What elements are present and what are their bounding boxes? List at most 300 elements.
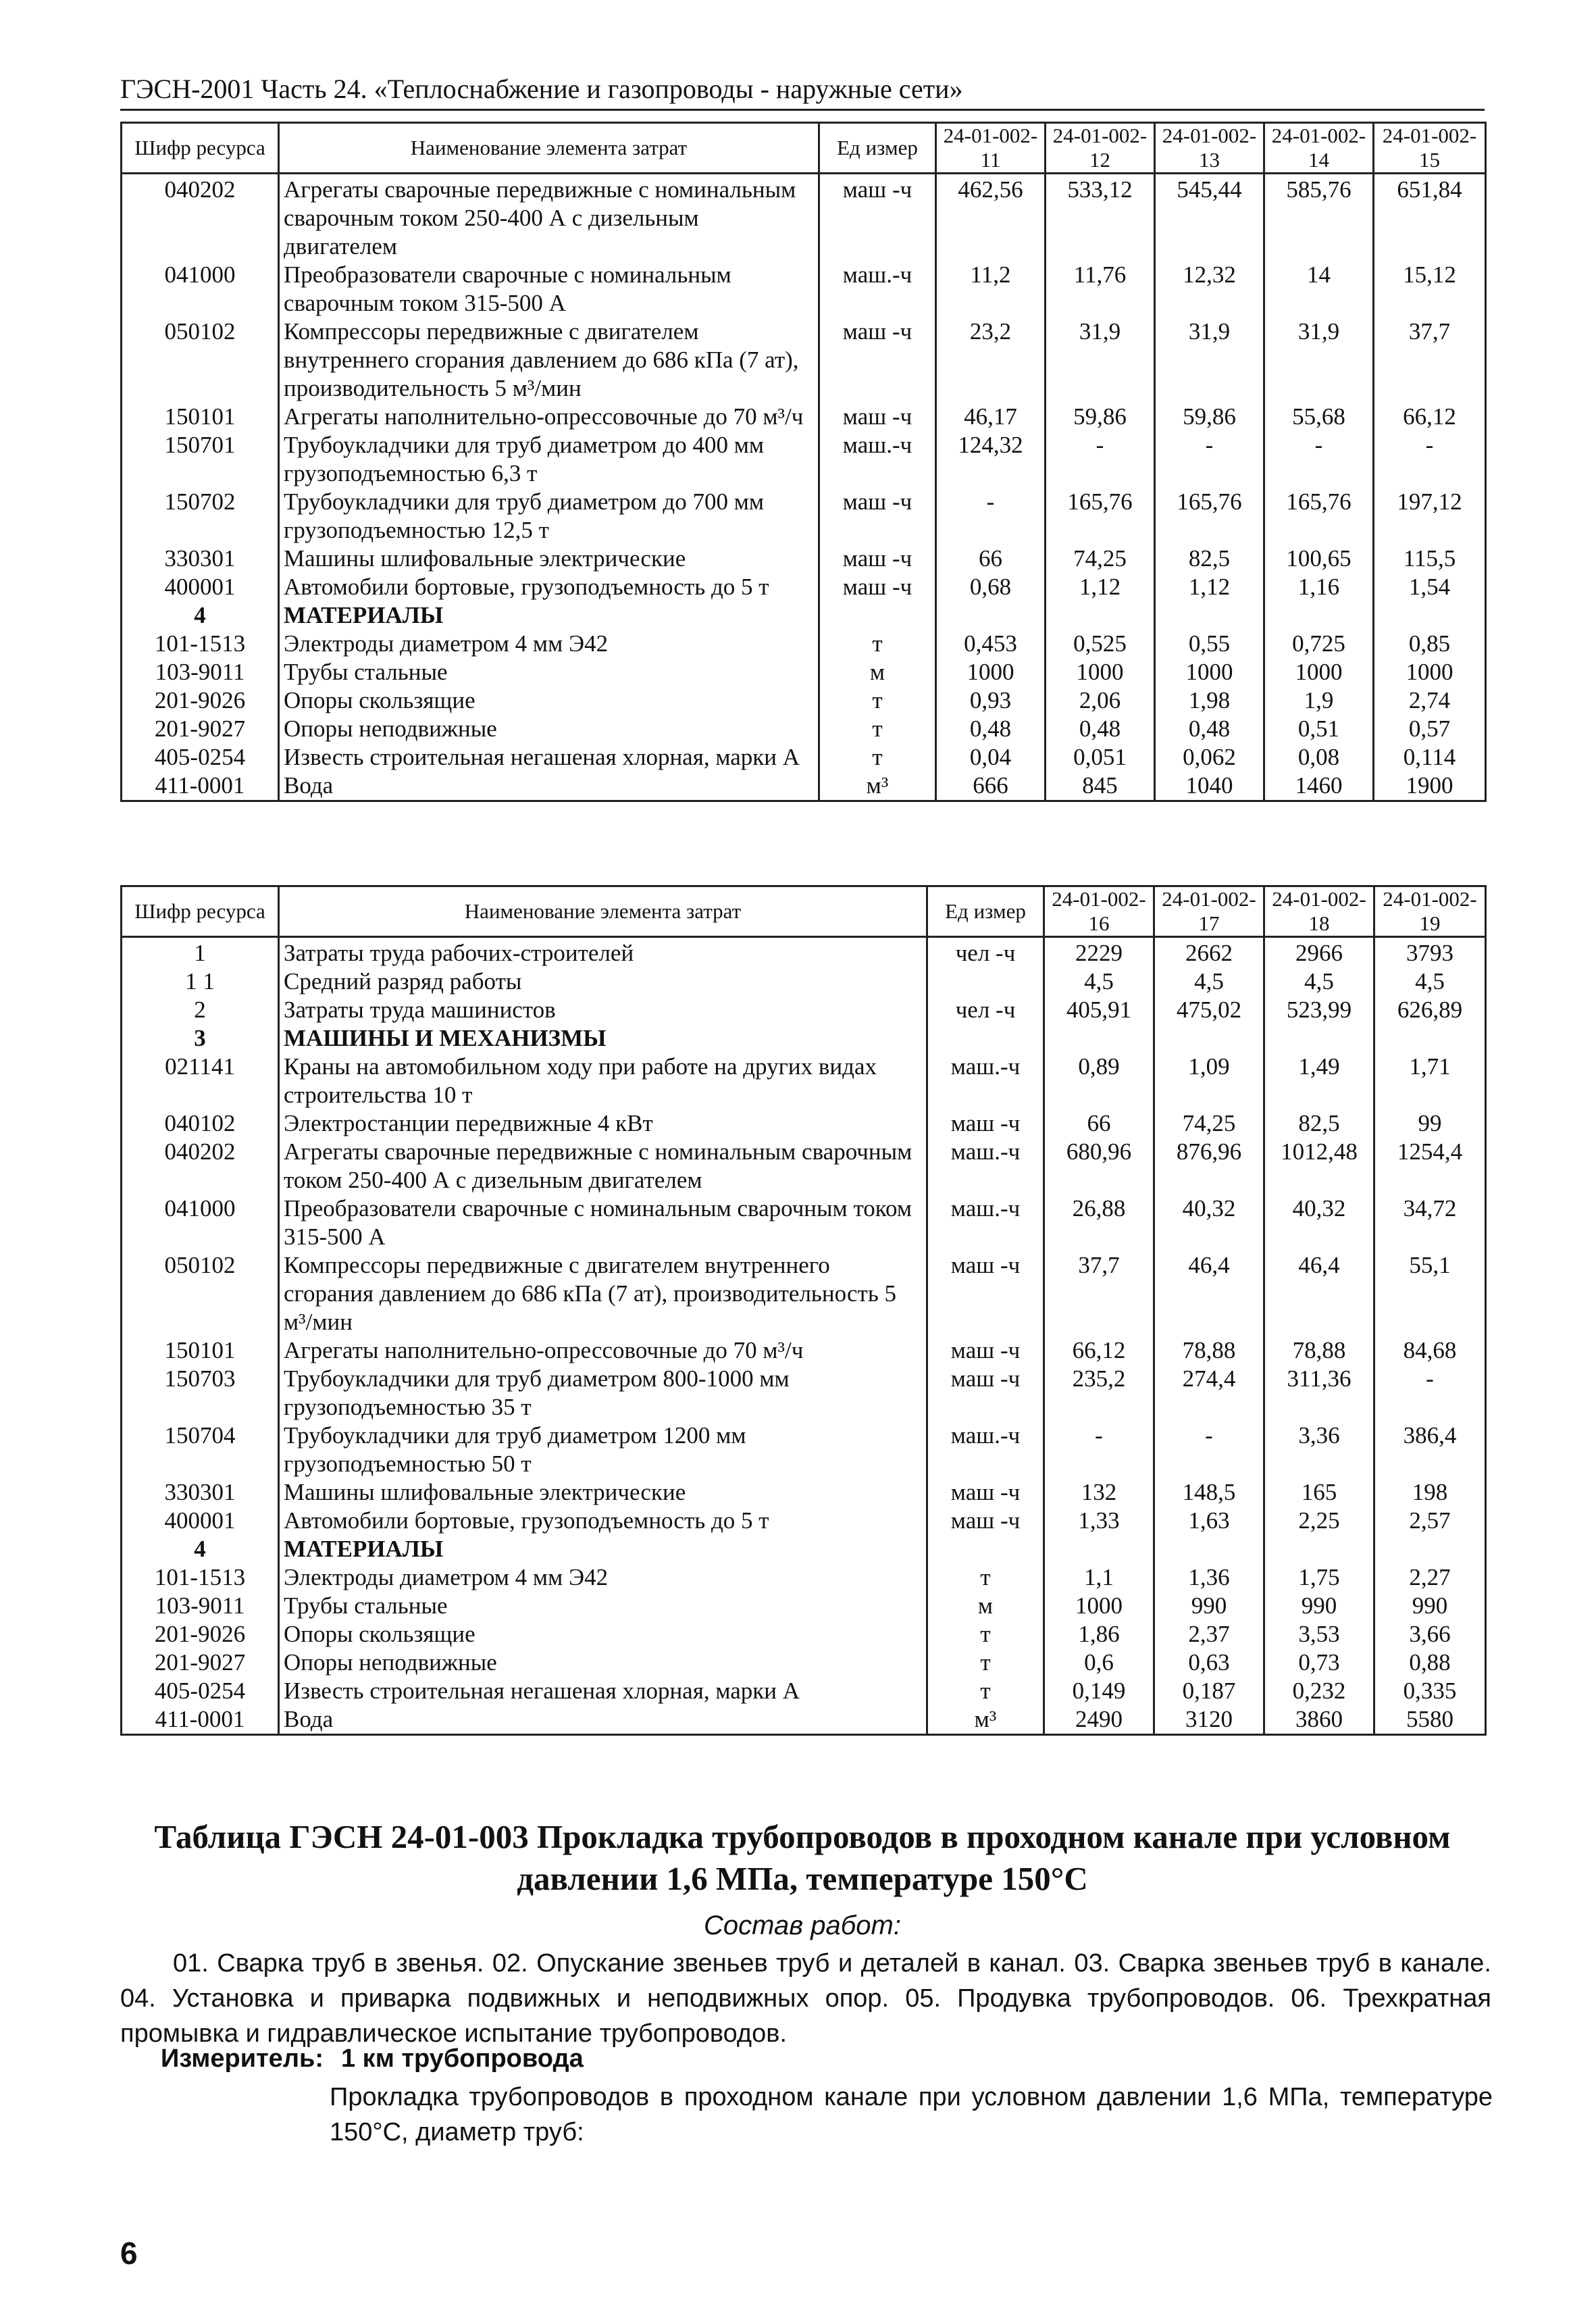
resource-code: 050102 [122,1251,279,1336]
value-cell: 990 [1264,1592,1374,1620]
value-cell: 37,7 [1374,318,1486,403]
table1-header [122,123,1486,174]
value-cell: 66,12 [1374,403,1486,431]
table-row [122,1053,1486,1109]
value-cell: 4,5 [1374,967,1486,996]
value-cell: 1,12 [1155,573,1264,601]
resource-name: Затраты труда рабочих-строителей [279,937,927,968]
section-heading: МАШИНЫ И МЕХАНИЗМЫ [279,1024,927,1053]
value-cell: 148,5 [1154,1478,1264,1507]
header-col: 24-01-002-18 [1264,886,1374,937]
value-cell: 82,5 [1155,545,1264,573]
table-row [122,1592,1486,1620]
value-cell [1374,1535,1486,1563]
value-cell: 651,84 [1374,174,1486,261]
value-cell: 1,36 [1154,1563,1264,1592]
resource-code: 150704 [122,1422,279,1478]
resource-name: Преобразователи сварочные с номинальным сварочным током 315-500 А [279,1194,927,1251]
value-cell: 4,5 [1264,967,1374,996]
unit-cell: маш.-ч [819,261,936,318]
resource-name: Трубоукладчики для труб диаметром до 700 мм грузоподъемностью 12,5 т [279,488,819,545]
unit-cell: маш.-ч [927,1194,1044,1251]
value-cell: 0,232 [1264,1677,1374,1705]
value-cell [1264,601,1374,630]
value-cell: 99 [1374,1109,1486,1138]
resource-name: Затраты труда машинистов [279,996,927,1024]
resource-code: 103-9011 [122,1592,279,1620]
value-cell: 0,68 [936,573,1046,601]
value-cell: 2966 [1264,937,1374,968]
table-row [122,772,1486,801]
value-cell: 34,72 [1374,1194,1486,1251]
value-cell: 235,2 [1044,1365,1154,1422]
value-cell: 1000 [1155,658,1264,686]
table-row [122,686,1486,715]
value-cell: 82,5 [1264,1109,1374,1138]
resource-code: 040202 [122,174,279,261]
value-cell: 0,88 [1374,1649,1486,1677]
value-cell: 197,12 [1374,488,1486,545]
unit-cell: маш.-ч [819,431,936,488]
value-cell: 990 [1374,1592,1486,1620]
table-row [122,545,1486,573]
resource-name: Трубоукладчики для труб диаметром 1200 мм грузоподъемностью 50 т [279,1422,927,1478]
resource-name: Средний разряд работы [279,967,927,996]
value-cell [936,601,1046,630]
table-row [122,1507,1486,1535]
header-code: Шифр ресурса [122,886,279,937]
header-col: 24-01-002-13 [1155,123,1264,174]
resource-name: Трубы стальные [279,658,819,686]
page-header: ГЭСН-2001 Часть 24. «Теплоснабжение и газопроводы - наружные сети» [120,73,1485,111]
value-cell: 59,86 [1155,403,1264,431]
unit-cell [927,1535,1044,1563]
section-row [122,1535,1486,1563]
unit-cell: маш -ч [819,573,936,601]
value-cell: 0,062 [1155,743,1264,772]
resource-name: Автомобили бортовые, грузоподъемность до 5 т [279,573,819,601]
table-row [122,1194,1486,1251]
value-cell: 1,9 [1264,686,1374,715]
section-title: Таблица ГЭСН 24-01-003 Прокладка трубопроводов в проходном канале при условном давлении 1,6 МПа, температуре 150°С [154,1818,1451,1897]
unit-cell: маш -ч [819,488,936,545]
value-cell: 1900 [1374,772,1486,801]
resource-name: Электроды диаметром 4 мм Э42 [279,630,819,658]
value-cell: 66 [936,545,1046,573]
measure-value: 1 км трубопровода [340,2044,584,2073]
unit-cell: м [819,658,936,686]
measure-line [161,2044,584,2073]
value-cell: 0,525 [1046,630,1155,658]
value-cell: 46,4 [1154,1251,1264,1336]
section-row [122,1024,1486,1053]
value-cell: 523,99 [1264,996,1374,1024]
value-cell: 626,89 [1374,996,1486,1024]
unit-cell: маш -ч [819,318,936,403]
value-cell: 666 [936,772,1046,801]
resource-code: 050102 [122,318,279,403]
value-cell: 1,1 [1044,1563,1154,1592]
unit-cell: маш.-ч [927,1053,1044,1109]
value-cell: 990 [1154,1592,1264,1620]
unit-cell: т [819,686,936,715]
value-cell: 2,06 [1046,686,1155,715]
resource-name: Трубоукладчики для труб диаметром до 400 мм грузоподъемностью 6,3 т [279,431,819,488]
table1-body [122,174,1486,801]
resource-name: Электростанции передвижные 4 кВт [279,1109,927,1138]
value-cell: 55,68 [1264,403,1374,431]
value-cell: 1000 [1046,658,1155,686]
unit-cell: маш -ч [927,1251,1044,1336]
value-cell: 1012,48 [1264,1138,1374,1194]
resource-code: 3 [122,1024,279,1053]
table-row [122,1138,1486,1194]
value-cell: 55,1 [1374,1251,1486,1336]
value-cell: 0,73 [1264,1649,1374,1677]
value-cell: 165,76 [1264,488,1374,545]
value-cell: 100,65 [1264,545,1374,573]
value-cell: 0,6 [1044,1649,1154,1677]
value-cell: 11,76 [1046,261,1155,318]
value-cell: 4,5 [1044,967,1154,996]
value-cell: 0,08 [1264,743,1374,772]
value-cell: 1,71 [1374,1053,1486,1109]
value-cell: 1,75 [1264,1563,1374,1592]
header-col: 24-01-002-11 [936,123,1046,174]
section-heading: МАТЕРИАЛЫ [279,601,819,630]
value-cell: 0,48 [1155,715,1264,743]
value-cell: 23,2 [936,318,1046,403]
value-cell: 1,16 [1264,573,1374,601]
table-row [122,1109,1486,1138]
value-cell: 0,51 [1264,715,1374,743]
resource-name: Опоры неподвижные [279,1649,927,1677]
resource-name: Агрегаты сварочные передвижные с номинальным сварочным током 250-400 А с дизельным двигателем [279,174,819,261]
unit-cell: маш.-ч [927,1138,1044,1194]
header-unit: Ед измер [927,886,1044,937]
value-cell: - [1374,431,1486,488]
resource-name: Агрегаты сварочные передвижные с номинальным сварочным током 250-400 А с дизельным двигателем [279,1138,927,1194]
table-row [122,1422,1486,1478]
value-cell: 1254,4 [1374,1138,1486,1194]
value-cell: 274,4 [1154,1365,1264,1422]
table-row [122,630,1486,658]
value-cell [1374,601,1486,630]
value-cell: 37,7 [1044,1251,1154,1336]
resource-code: 041000 [122,1194,279,1251]
value-cell [1044,1535,1154,1563]
table2-header [122,886,1486,937]
value-cell: 31,9 [1155,318,1264,403]
table-row [122,1649,1486,1677]
resource-name: Опоры скользящие [279,686,819,715]
value-cell: 1,49 [1264,1053,1374,1109]
resource-name: Известь строительная негашеная хлорная, марки А [279,1677,927,1705]
value-cell: 405,91 [1044,996,1154,1024]
value-cell: 1460 [1264,772,1374,801]
value-cell: 46,4 [1264,1251,1374,1336]
value-cell: 1040 [1155,772,1264,801]
resource-name: Агрегаты наполнительно-опрессовочные до 70 м³/ч [279,1336,927,1365]
value-cell: 311,36 [1264,1365,1374,1422]
section-heading: МАТЕРИАЛЫ [279,1535,927,1563]
value-cell [1374,1024,1486,1053]
header-col: 24-01-002-14 [1264,123,1374,174]
resource-name: Автомобили бортовые, грузоподъемность до 5 т [279,1507,927,1535]
value-cell: - [936,488,1046,545]
unit-cell: т [927,1563,1044,1592]
works-text: 01. Сварка труб в звенья. 02. Опускание звеньев труб и деталей в канал. 03. Сварка звеньев труб в канале. 04. Установка и приварка подвижных и неподвижных опор. 05. Продувка трубопроводов. 06. Трехкратная промывка и гидравлическое испытание трубопроводов. [120,1949,1491,2048]
value-cell [1155,601,1264,630]
resource-code: 040102 [122,1109,279,1138]
table-row [122,488,1486,545]
table-row [122,658,1486,686]
resource-name: Известь строительная негашеная хлорная, марки А [279,743,819,772]
value-cell: 533,12 [1046,174,1155,261]
resource-code: 150101 [122,1336,279,1365]
resource-name: Опоры скользящие [279,1620,927,1649]
resource-code: 330301 [122,545,279,573]
unit-cell: маш -ч [927,1336,1044,1365]
table-row [122,1677,1486,1705]
table-row [122,174,1486,261]
table2-body [122,937,1486,1735]
section-row [122,601,1486,630]
header-unit: Ед измер [819,123,936,174]
resource-code: 405-0254 [122,1677,279,1705]
value-cell: 198 [1374,1478,1486,1507]
table-row [122,318,1486,403]
resource-name: Машины шлифовальные электрические [279,1478,927,1507]
resource-name: Электроды диаметром 4 мм Э42 [279,1563,927,1592]
value-cell: 74,25 [1154,1109,1264,1138]
value-cell: 3860 [1264,1705,1374,1735]
value-cell: 3,36 [1264,1422,1374,1478]
resource-code: 101-1513 [122,630,279,658]
unit-cell [927,967,1044,996]
resource-code: 041000 [122,261,279,318]
value-cell: 0,48 [1046,715,1155,743]
value-cell: 12,32 [1155,261,1264,318]
table-row [122,261,1486,318]
resource-name: Опоры неподвижные [279,715,819,743]
header-col: 24-01-002-16 [1044,886,1154,937]
value-cell: 0,89 [1044,1053,1154,1109]
resource-code: 021141 [122,1053,279,1109]
value-cell: 40,32 [1154,1194,1264,1251]
page-number: 6 [120,2236,138,2271]
unit-cell: маш -ч [819,545,936,573]
value-cell: 5580 [1374,1705,1486,1735]
value-cell: 3793 [1374,937,1486,968]
resource-code: 150101 [122,403,279,431]
unit-cell: маш -ч [819,174,936,261]
value-cell: 2,57 [1374,1507,1486,1535]
value-cell: 0,63 [1154,1649,1264,1677]
value-cell: 1000 [1264,658,1374,686]
value-cell [1154,1024,1264,1053]
value-cell: 1000 [936,658,1046,686]
value-cell: - [1046,431,1155,488]
header-col: 24-01-002-17 [1154,886,1264,937]
resource-code: 150703 [122,1365,279,1422]
value-cell: - [1044,1422,1154,1478]
value-cell: 0,93 [936,686,1046,715]
value-cell: 0,335 [1374,1677,1486,1705]
unit-cell: м [927,1592,1044,1620]
unit-cell: т [927,1649,1044,1677]
value-cell: 845 [1046,772,1155,801]
value-cell: - [1264,431,1374,488]
resource-name: Вода [279,772,819,801]
unit-cell: т [927,1620,1044,1649]
unit-cell [927,1024,1044,1053]
value-cell: 26,88 [1044,1194,1154,1251]
header-col: 24-01-002-19 [1374,886,1486,937]
header-name: Наименование элемента затрат [279,123,819,174]
value-cell: 31,9 [1046,318,1155,403]
value-cell: 3,66 [1374,1620,1486,1649]
value-cell: 3,53 [1264,1620,1374,1649]
header-name: Наименование элемента затрат [279,886,927,937]
unit-cell: чел -ч [927,937,1044,968]
value-cell: 2229 [1044,937,1154,968]
value-cell: 0,725 [1264,630,1374,658]
header-code: Шифр ресурса [122,123,279,174]
value-cell: 0,149 [1044,1677,1154,1705]
unit-cell: маш -ч [927,1507,1044,1535]
value-cell: 66,12 [1044,1336,1154,1365]
value-cell: 66 [1044,1109,1154,1138]
resource-table-1 [120,122,1487,802]
value-cell: 475,02 [1154,996,1264,1024]
value-cell: 59,86 [1046,403,1155,431]
value-cell: 115,5 [1374,545,1486,573]
table-row [122,1251,1486,1336]
table-row [122,403,1486,431]
measure-label: Измеритель: [161,2044,324,2073]
value-cell: 1,33 [1044,1507,1154,1535]
value-cell: - [1154,1422,1264,1478]
value-cell: 0,85 [1374,630,1486,658]
value-cell [1044,1024,1154,1053]
value-cell: 680,96 [1044,1138,1154,1194]
value-cell: 165,76 [1155,488,1264,545]
value-cell: 11,2 [936,261,1046,318]
value-cell: 1,63 [1154,1507,1264,1535]
resource-name: Машины шлифовальные электрические [279,545,819,573]
value-cell: 31,9 [1264,318,1374,403]
resource-name: Компрессоры передвижные с двигателем внутреннего сгорания давлением до 686 кПа (7 ат), производительность 5 м³/мин [279,1251,927,1336]
composition-label: Состав работ: [704,1911,901,1940]
table-row [122,937,1486,968]
unit-cell: м³ [819,772,936,801]
resource-name: Трубоукладчики для труб диаметром 800-1000 мм грузоподъемностью 35 т [279,1365,927,1422]
value-cell: 0,55 [1155,630,1264,658]
resource-code: 405-0254 [122,743,279,772]
resource-name: Вода [279,1705,927,1735]
unit-cell: т [819,743,936,772]
value-cell: 585,76 [1264,174,1374,261]
value-cell: 0,187 [1154,1677,1264,1705]
value-cell: 0,453 [936,630,1046,658]
value-cell: 386,4 [1374,1422,1486,1478]
resource-code: 400001 [122,573,279,601]
resource-code: 103-9011 [122,658,279,686]
value-cell: 3120 [1154,1705,1264,1735]
value-cell: 4,5 [1154,967,1264,996]
value-cell: 132 [1044,1478,1154,1507]
table-row [122,967,1486,996]
header-col: 24-01-002-12 [1046,123,1155,174]
resource-code: 411-0001 [122,772,279,801]
value-cell: 14 [1264,261,1374,318]
resource-code: 1 1 [122,967,279,996]
value-cell: 40,32 [1264,1194,1374,1251]
resource-name: Краны на автомобильном ходу при работе на других видах строительства 10 т [279,1053,927,1109]
table-row [122,1336,1486,1365]
value-cell: 1000 [1374,658,1486,686]
value-cell: 84,68 [1374,1336,1486,1365]
value-cell: 1,86 [1044,1620,1154,1649]
resource-code: 1 [122,937,279,968]
value-cell: 1,98 [1155,686,1264,715]
resource-code: 040202 [122,1138,279,1194]
resource-code: 4 [122,1535,279,1563]
value-cell: 1,12 [1046,573,1155,601]
resource-code: 2 [122,996,279,1024]
value-cell: 876,96 [1154,1138,1264,1194]
unit-cell: т [819,630,936,658]
resource-code: 400001 [122,1507,279,1535]
value-cell: 2,37 [1154,1620,1264,1649]
value-cell: 0,114 [1374,743,1486,772]
table-row [122,573,1486,601]
value-cell [1264,1535,1374,1563]
resource-code: 201-9026 [122,1620,279,1649]
value-cell: 0,48 [936,715,1046,743]
value-cell: 1000 [1044,1592,1154,1620]
unit-cell: т [819,715,936,743]
unit-cell: маш -ч [927,1109,1044,1138]
resource-table-2 [120,885,1487,1736]
resource-code: 150702 [122,488,279,545]
table-row [122,715,1486,743]
value-cell: 0,57 [1374,715,1486,743]
resource-code: 201-9026 [122,686,279,715]
table-row [122,1365,1486,1422]
value-cell: - [1155,431,1264,488]
resource-code: 201-9027 [122,1649,279,1677]
value-cell: 78,88 [1154,1336,1264,1365]
value-cell [1046,601,1155,630]
header-col: 24-01-002-15 [1374,123,1486,174]
unit-cell: маш -ч [819,403,936,431]
value-cell: 2,74 [1374,686,1486,715]
table-row [122,431,1486,488]
value-cell: 2662 [1154,937,1264,968]
description-text: Прокладка трубопроводов в проходном канале при условном давлении 1,6 МПа, температуре 150°С, диаметр труб: [330,2083,1493,2146]
value-cell: 2,25 [1264,1507,1374,1535]
value-cell: 0,051 [1046,743,1155,772]
resource-code: 4 [122,601,279,630]
unit-cell: маш.-ч [927,1422,1044,1478]
value-cell: 165,76 [1046,488,1155,545]
resource-code: 411-0001 [122,1705,279,1735]
table-row [122,1705,1486,1735]
value-cell: 0,04 [936,743,1046,772]
value-cell: 74,25 [1046,545,1155,573]
